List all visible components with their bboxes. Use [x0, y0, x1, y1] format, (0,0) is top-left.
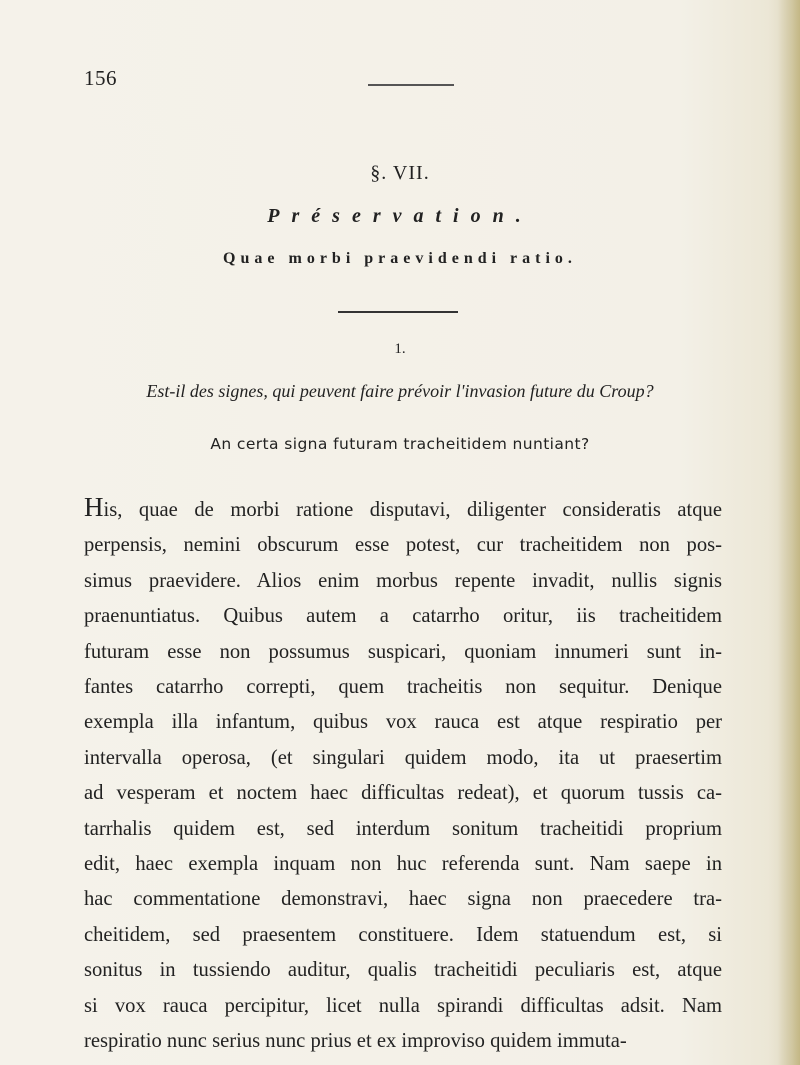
body-line: simus praevidere. Alios enim morbus repente invadit, nullis signis: [84, 569, 722, 592]
body-line-text: is, quae de morbi ratione disputavi, diligenter consideratis atque: [103, 499, 722, 521]
body-line: sonitus in tussiendo auditur, qualis tracheitidi peculiaris est, atque: [84, 959, 722, 982]
question-french: Est-il des signes, qui peuvent faire prévoir l'invasion future du Croup?: [146, 381, 654, 401]
body-line: fantes catarrho correpti, quem tracheitis non sequitur. Denique: [84, 676, 722, 699]
item-number: 1.: [394, 341, 406, 357]
body-line: respiratio nunc serius nunc prius et ex improviso quidem immuta-: [84, 1030, 627, 1053]
body-line: si vox rauca percipitur, licet nulla spirandi difficultas adsit. Nam: [84, 994, 722, 1017]
body-line: exempla illa infantum, quibus vox rauca est atque respiratio per: [84, 711, 722, 734]
section-title: Préservation.: [267, 205, 533, 227]
divider-rule: [338, 311, 458, 313]
question-latin: An certa signa futuram tracheitidem nuntiant?: [210, 435, 590, 453]
body-line: tarrhalis quidem est, sed interdum sonitum tracheitidi proprium: [84, 817, 722, 840]
body-line: edit, haec exempla inquam non huc referenda sunt. Nam saepe in: [84, 853, 722, 876]
body-line: [84, 493, 722, 528]
body-line: futuram esse non possumus suspicari, quoniam innumeri sunt in-: [84, 640, 722, 663]
body-paragraph: [84, 493, 722, 1060]
body-line: perpensis, nemini obscurum esse potest, cur tracheitidem non pos-: [84, 534, 722, 557]
page-number: 156: [84, 66, 117, 90]
body-line: hac commentatione demonstravi, haec signa non praecedere tra-: [84, 888, 722, 911]
section-subtitle: Quae morbi praevidendi ratio.: [223, 250, 577, 267]
page-edge-shadow: [778, 0, 800, 1065]
body-line: cheitidem, sed praesentem constituere. Idem statuendum est, si: [84, 923, 722, 946]
drop-initial: H: [84, 492, 104, 522]
header-rule: [368, 84, 454, 86]
body-line: ad vesperam et noctem haec difficultas redeat), et quorum tussis ca-: [84, 782, 722, 805]
body-line: intervalla operosa, (et singulari quidem modo, ita ut praesertim: [84, 746, 722, 769]
section-number: §. VII.: [370, 162, 430, 184]
body-line: praenuntiatus. Quibus autem a catarrho oritur, iis tracheitidem: [84, 605, 722, 628]
